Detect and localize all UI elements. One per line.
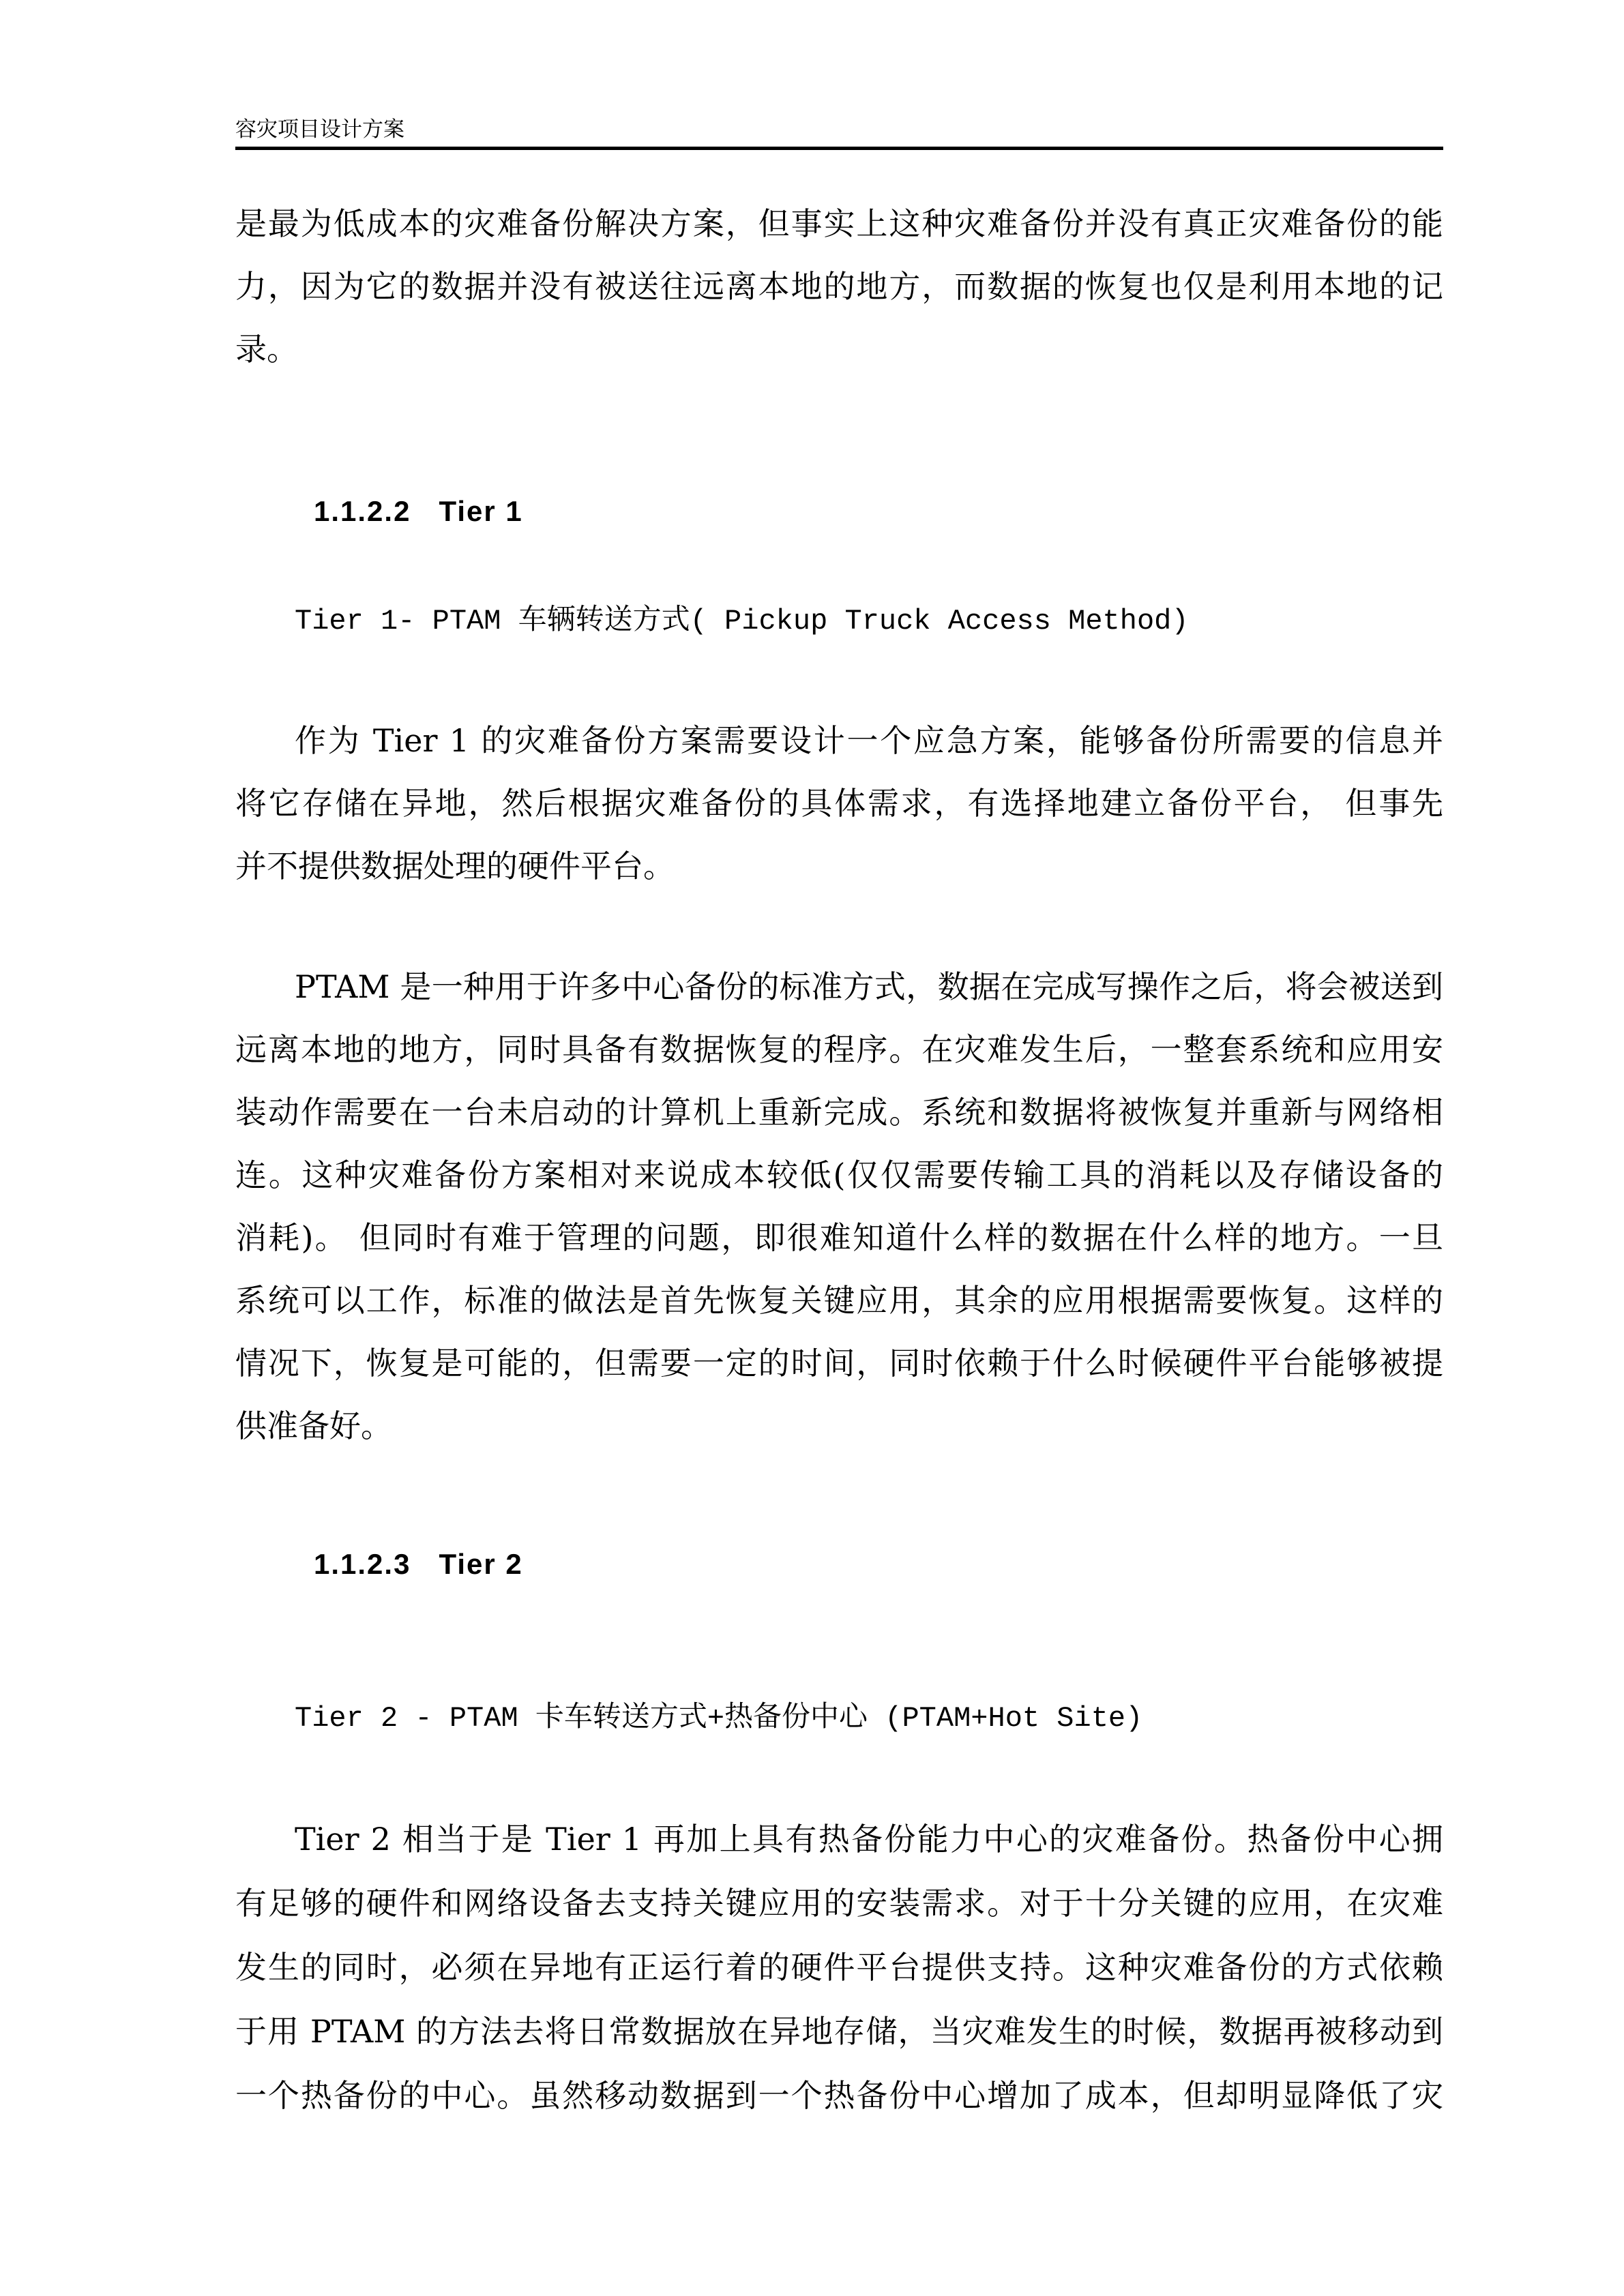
paragraph-line: 有足够的硬件和网络设备去支持关键应用的安装需求。对于十分关键的应用，在灾难 xyxy=(235,1885,1443,1922)
paragraph-line: 将它存储在异地，然后根据灾难备份的具体需求，有选择地建立备份平台， 但事先 xyxy=(235,785,1443,822)
paragraph-line: 消耗)。 但同时有难于管理的问题，即很难知道什么样的数据在什么样的地方。一旦 xyxy=(235,1219,1443,1256)
paragraph-line: 连。这种灾难备份方案相对来说成本较低(仅仅需要传输工具的消耗以及存储设备的 xyxy=(235,1157,1443,1193)
running-header: 容灾项目设计方案 xyxy=(235,117,404,142)
paragraph-line: 是最为低成本的灾难备份解决方案，但事实上这种灾难备份并没有真正灾难备份的能 xyxy=(235,205,1443,242)
paragraph-line: PTAM 是一种用于许多中心备份的标准方式，数据在完成写操作之后，将会被送到 xyxy=(295,968,1443,1005)
paragraph-line: 录。 xyxy=(235,331,298,368)
paragraph-line: 情况下，恢复是可能的，但需要一定的时间，同时依赖于什么时候硬件平台能够被提 xyxy=(235,1345,1443,1382)
paragraph-line: 装动作需要在一台未启动的计算机上重新完成。系统和数据将被恢复并重新与网络相 xyxy=(235,1094,1443,1131)
paragraph-line: 作为 Tier 1 的灾难备份方案需要设计一个应急方案，能够备份所需要的信息并 xyxy=(295,722,1443,759)
paragraph-line: 系统可以工作，标准的做法是首先恢复关键应用，其余的应用根据需要恢复。这样的 xyxy=(235,1282,1443,1319)
paragraph-line: 力，因为它的数据并没有被送往远离本地的地方，而数据的恢复也仅是利用本地的记 xyxy=(235,268,1443,305)
paragraph-line: Tier 2 相当于是 Tier 1 再加上具有热备份能力中心的灾难备份。热备份中心拥 xyxy=(295,1821,1443,1858)
paragraph xyxy=(235,1807,1443,2128)
paragraph-line: 并不提供数据处理的硬件平台。 xyxy=(235,848,675,884)
paragraph-line: 发生的同时，必须在异地有正运行着的硬件平台提供支持。这种灾难备份的方式依赖 xyxy=(235,1949,1443,1986)
paragraph xyxy=(235,709,1443,897)
header-rule xyxy=(235,147,1443,150)
section-heading-tier-2: 1.1.2.3 Tier 2 xyxy=(314,1548,523,1580)
paragraph xyxy=(235,192,1443,381)
section-subtitle-tier-2: Tier 2 - PTAM 卡车转送方式+热备份中心 (PTAM+Hot Site) xyxy=(295,1702,1143,1735)
paragraph-line: 远离本地的地方，同时具备有数据恢复的程序。在灾难发生后，一整套系统和应用安 xyxy=(235,1031,1443,1068)
paragraph-line: 于用 PTAM 的方法去将日常数据放在异地存储，当灾难发生的时候，数据再被移动到 xyxy=(235,2013,1443,2050)
section-heading-tier-1: 1.1.2.2 Tier 1 xyxy=(314,495,523,527)
paragraph-line: 供准备好。 xyxy=(235,1407,392,1444)
paragraph xyxy=(235,955,1443,1457)
paragraph-line: 一个热备份的中心。虽然移动数据到一个热备份中心增加了成本，但却明显降低了灾 xyxy=(235,2077,1443,2114)
section-subtitle-tier-1: Tier 1- PTAM 车辆转送方式( Pickup Truck Access Method) xyxy=(295,605,1189,638)
